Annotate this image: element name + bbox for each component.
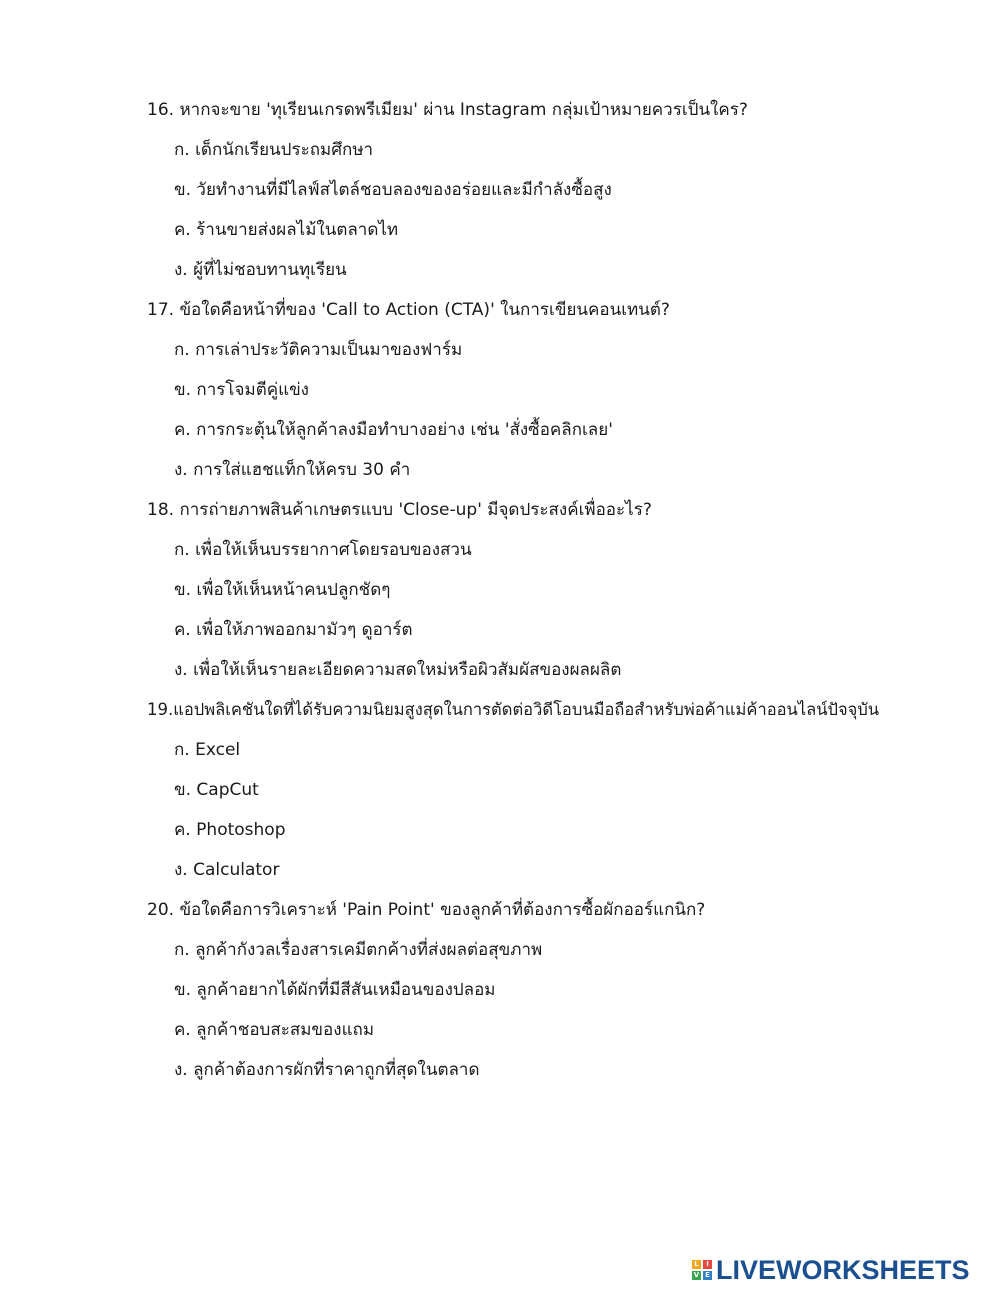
q19-option-b: ข. CapCut (174, 780, 259, 800)
q18-option-d: ง. เพื่อให้เห็นรายละเอียดความสดใหม่หรือผิวสัมผัสของผลผลิต (174, 660, 622, 680)
q19-option-d: ง. Calculator (174, 860, 280, 880)
q20-option-a: ก. ลูกค้ากังวลเรื่องสารเคมีตกค้างที่ส่งผลต่อสุขภาพ (174, 940, 543, 960)
q19-option-a: ก. Excel (174, 740, 241, 760)
q20-option-d: ง. ลูกค้าต้องการผักที่ราคาถูกที่สุดในตลาด (174, 1060, 480, 1080)
q18-option-c: ค. เพื่อให้ภาพออกมามัวๆ ดูอาร์ต (174, 620, 413, 640)
question-17: 17. ข้อใดคือหน้าที่ของ 'Call to Action (CTA)' ในการเขียนคอนเทนต์? (147, 300, 670, 320)
liveworksheets-logo-icon (692, 1260, 712, 1280)
q17-option-d: ง. การใส่แฮชแท็กให้ครบ 30 คำ (174, 460, 411, 480)
q20-option-c: ค. ลูกค้าชอบสะสมของแถม (174, 1020, 375, 1040)
logo-square-l: L (692, 1260, 701, 1269)
question-19: 19.แอปพลิเคชันใดที่ได้รับความนิยมสูงสุดในการตัดต่อวิดีโอบนมือถือสำหรับพ่อค้าแม่ค้าออนไลน์ปัจจุบัน (147, 700, 880, 719)
q17-option-b: ข. การโจมตีคู่แข่ง (174, 380, 309, 400)
q17-option-a: ก. การเล่าประวัติความเป็นมาของฟาร์ม (174, 340, 463, 360)
logo-square-v: V (693, 1271, 700, 1279)
question-16: 16. หากจะขาย 'ทุเรียนเกรดพรีเมียม' ผ่าน Instagram กลุ่มเป้าหมายควรเป็นใคร? (147, 100, 748, 120)
liveworksheets-wordmark: LIVEWORKSHEETS (716, 1255, 970, 1285)
q19-option-c: ค. Photoshop (174, 820, 286, 840)
q18-option-b: ข. เพื่อให้เห็นหน้าคนปลูกชัดๆ (174, 580, 391, 600)
question-18: 18. การถ่ายภาพสินค้าเกษตรแบบ 'Close-up' มีจุดประสงค์เพื่ออะไร? (147, 500, 652, 520)
q17-option-c: ค. การกระตุ้นให้ลูกค้าลงมือทำบางอย่าง เช่น 'สั่งซื้อคลิกเลย' (174, 420, 613, 440)
q20-option-b: ข. ลูกค้าอยากได้ผักที่มีสีสันเหมือนของปลอม (174, 980, 496, 1000)
logo-square-e: E (703, 1271, 712, 1280)
q18-option-a: ก. เพื่อให้เห็นบรรยากาศโดยรอบของสวน (174, 540, 472, 560)
q16-option-c: ค. ร้านขายส่งผลไม้ในตลาดไท (174, 220, 399, 240)
q16-option-a: ก. เด็กนักเรียนประถมศึกษา (174, 140, 374, 160)
q16-option-b: ข. วัยทำงานที่มีไลฟ์สไตล์ชอบลองของอร่อยและมีกำลังซื้อสูง (174, 180, 612, 200)
logo-square-i: I (703, 1260, 712, 1269)
liveworksheets-logo[interactable] (692, 1255, 970, 1285)
q16-option-d: ง. ผู้ที่ไม่ชอบทานทุเรียน (174, 260, 347, 280)
question-20: 20. ข้อใดคือการวิเคราะห์ 'Pain Point' ของลูกค้าที่ต้องการซื้อผักออร์แกนิก? (147, 900, 706, 920)
